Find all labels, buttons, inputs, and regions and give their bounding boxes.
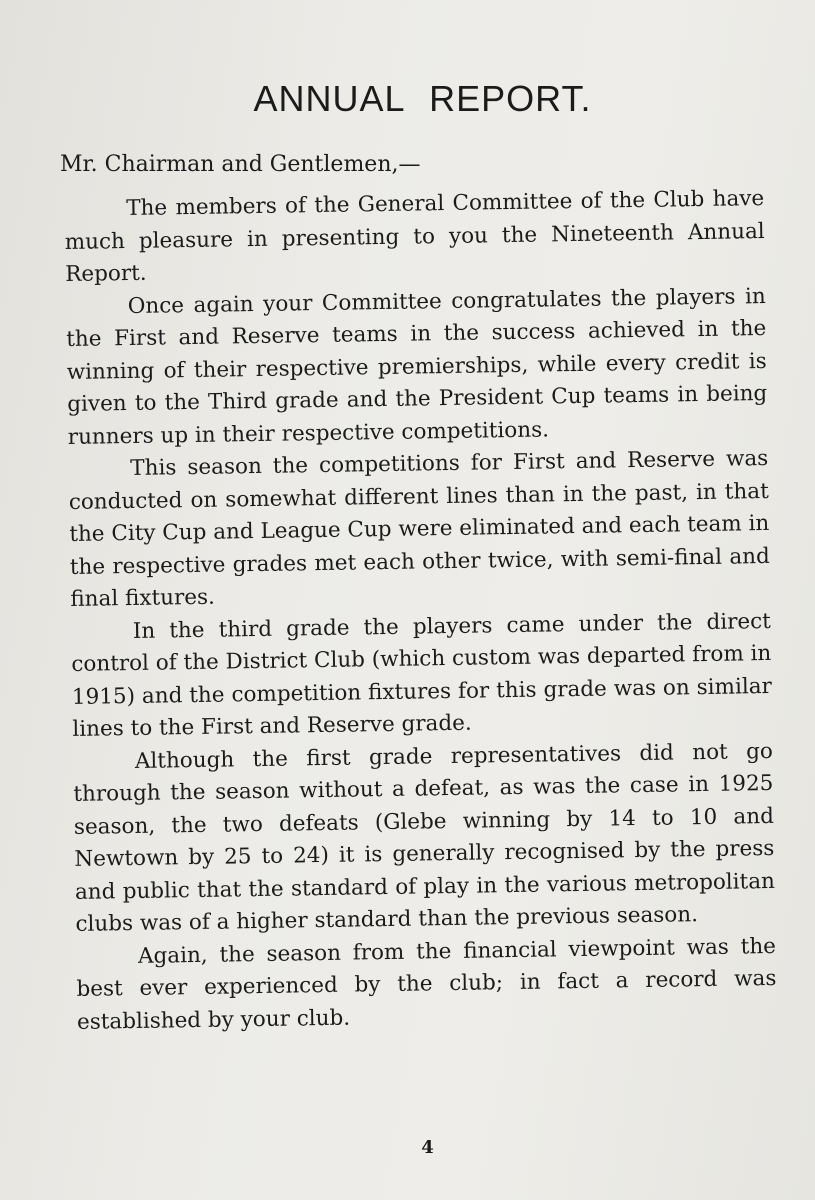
salutation: Mr. Chairman and Gentlemen,— bbox=[60, 152, 421, 177]
paragraph-3: This season the competitions for First and Reserve was conducted on somewhat different lines than in the past, in that the City Cup and League Cup were eliminated and each team in the respective grades met each other twice, with semi-final and final fixtures. bbox=[68, 445, 770, 612]
paragraph-1: The members of the General Committee of the Club have much pleasure in presenting to you the Nineteenth Annual Report. bbox=[64, 186, 765, 287]
report-body bbox=[64, 183, 777, 1039]
page-number: 4 bbox=[421, 1137, 434, 1158]
paragraph-4: In the third grade the players came under the direct control of the District Club (which custom was departed from in 1915) and the competition fixtures for this grade was on similar lines to the First and Reserve grade. bbox=[71, 608, 773, 742]
page-title: ANNUAL REPORT. bbox=[253, 78, 592, 119]
paragraph-5: Although the first grade representatives did not go through the season without a defeat, as was the case in 1925 season, the two defeats (Glebe winning by 14 to 10 and Newtown by 25 to 24) it is generally recognised by the press and public that the standard of play in the various metropolitan clubs was of a higher standard than the previous season. bbox=[73, 738, 776, 937]
paragraph-6: Again, the season from the financial viewpoint was the best ever experienced by the club; in fact a record was established by your club. bbox=[76, 933, 777, 1035]
paragraph-2: Once again your Committee congratulates the players in the First and Reserve teams in the success achieved in the winning of their respective premierships, while every credit is given to the Third grade and the President Cup teams in being runners up in their respective competitions. bbox=[66, 283, 768, 450]
